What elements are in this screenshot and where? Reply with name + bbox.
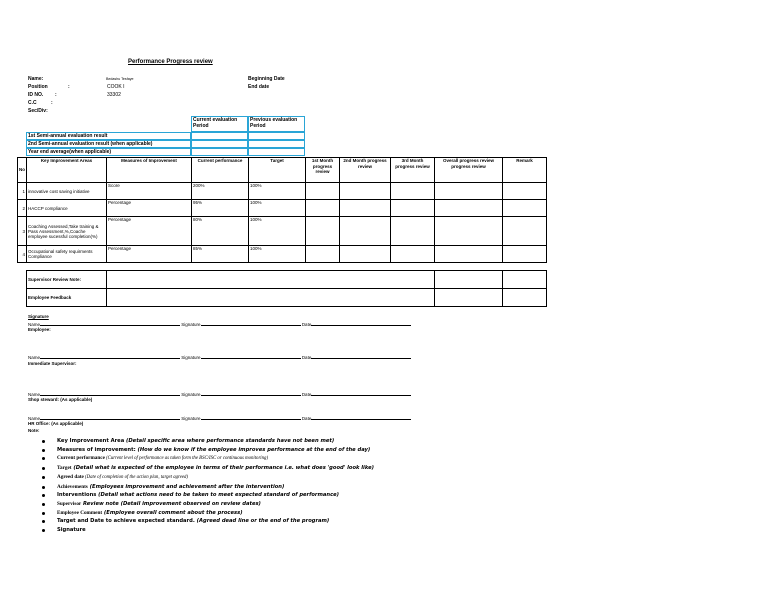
bullet-icon — [42, 457, 45, 460]
sig-date-label: Date — [301, 355, 312, 360]
col-header-month2: 2nd Month progress review — [340, 158, 391, 183]
sig-signature-label: Signature — [181, 355, 201, 360]
row-area: Coaching Assessed,Take training & Pass Assessment,%,Coache employee sucessful completion(%) — [27, 217, 107, 246]
list-item: Employee Comment (Employee overall comment about the process) — [40, 509, 460, 518]
second-semi-annual-row: 2nd Semi-annual evaluation result (when applicable) — [26, 140, 191, 148]
sig-date-field[interactable] — [311, 321, 411, 326]
evaluation-box — [26, 116, 305, 156]
current-evaluation-period-header: Current evaluation Period — [191, 116, 248, 132]
sig-name-label: Name — [28, 416, 41, 421]
row-no: 2 — [18, 200, 27, 217]
eval-cell[interactable] — [191, 148, 248, 156]
notes-list — [40, 437, 460, 535]
sig-name-field[interactable] — [40, 354, 180, 359]
review-table — [26, 270, 547, 307]
col-header-target: Target — [249, 158, 306, 183]
cell-empty[interactable] — [503, 183, 547, 200]
list-item: Signature — [40, 526, 460, 535]
row-no: 4 — [18, 246, 27, 263]
cell-empty[interactable] — [306, 183, 340, 200]
cell-empty[interactable] — [503, 200, 547, 217]
table-row — [18, 246, 547, 263]
row-area: HACCP compliance — [27, 200, 107, 217]
row-area: Occupational safety requirments Compliance — [27, 246, 107, 263]
sig-signature-field[interactable] — [201, 415, 301, 420]
row-no: 3 — [18, 217, 27, 246]
role-shop-steward: Shop steward: (As applicable) — [28, 397, 93, 402]
row-current: 80% — [192, 217, 249, 246]
cell-empty[interactable] — [306, 246, 340, 263]
eval-cell[interactable] — [248, 132, 305, 140]
note-label: Note: — [28, 428, 40, 433]
id-value: 33302 — [107, 92, 121, 98]
col-header-current: Current performance — [192, 158, 249, 183]
bullet-icon — [42, 486, 45, 489]
sig-date-field[interactable] — [311, 391, 411, 396]
signature-line-supervisor — [28, 354, 411, 360]
cell-empty[interactable] — [306, 217, 340, 246]
cell-empty[interactable] — [435, 200, 503, 217]
cell-empty[interactable] — [340, 217, 391, 246]
name-label: Name: — [28, 76, 44, 82]
bullet-icon — [42, 503, 45, 506]
id-colon: : — [55, 92, 57, 98]
cell-empty[interactable] — [391, 183, 435, 200]
cell-empty[interactable] — [340, 183, 391, 200]
cell-empty[interactable] — [391, 217, 435, 246]
row-target: 100% — [249, 183, 306, 200]
employee-feedback-field[interactable] — [107, 289, 435, 307]
signature-line-employee — [28, 321, 411, 327]
eval-cell[interactable] — [248, 140, 305, 148]
sig-date-label: Date — [301, 416, 312, 421]
row-current: 85% — [192, 246, 249, 263]
list-item: Key Improvement Area (Detail specific area where performance standards have not been met) — [40, 437, 460, 446]
id-label: ID NO. — [28, 92, 44, 98]
sig-signature-label: Signature — [181, 416, 201, 421]
row-target: 100% — [249, 217, 306, 246]
employee-feedback-label: Employee Feedback — [27, 289, 107, 307]
cell-empty[interactable] — [306, 200, 340, 217]
sig-signature-label: Signature — [181, 392, 201, 397]
cell-empty[interactable] — [435, 246, 503, 263]
sig-date-label: Date — [301, 322, 312, 327]
cell-empty[interactable] — [503, 217, 547, 246]
cell-empty[interactable] — [503, 246, 547, 263]
eval-cell[interactable] — [191, 132, 248, 140]
cc-colon: : — [51, 100, 53, 106]
table-row — [18, 217, 547, 246]
name-value: Bedashu Tesfaye — [106, 77, 134, 81]
list-item: Current performance (Current level of performance as taken form the BSC/ISC or continuous monitoring) — [40, 454, 460, 464]
cell-empty[interactable] — [435, 289, 503, 307]
cell-empty[interactable] — [340, 246, 391, 263]
bullet-icon — [42, 512, 45, 515]
row-measure: Percentage — [107, 246, 192, 263]
sig-date-field[interactable] — [311, 354, 411, 359]
end-date-label: End date — [248, 84, 270, 90]
position-value: COOK I — [107, 84, 125, 90]
signature-line-hr — [28, 415, 411, 421]
sig-name-label: Name — [28, 392, 41, 397]
cell-empty[interactable] — [503, 271, 547, 289]
sig-signature-label: Signature — [181, 322, 201, 327]
bullet-icon — [42, 529, 45, 532]
cc-label: C.C — [28, 100, 37, 106]
beginning-date-label: Beginning Date — [248, 76, 285, 82]
col-header-area: Key Improvement Areas — [27, 158, 107, 183]
sig-name-label: Name — [28, 322, 41, 327]
list-item: Interventions (Detail what actions need to be taken to meet expected standard of performance) — [40, 491, 460, 500]
cell-empty[interactable] — [391, 246, 435, 263]
row-target: 100% — [249, 200, 306, 217]
table-row — [18, 200, 547, 217]
role-immediate-supervisor: Immediate Supervisor: — [28, 361, 77, 366]
bullet-icon — [42, 467, 45, 470]
list-item: Target and Date to achieve expected standard. (Agreed dead line or the end of the program) — [40, 517, 460, 526]
row-current: 200% — [192, 183, 249, 200]
row-measure: Percentage — [107, 217, 192, 246]
sig-date-field[interactable] — [311, 415, 411, 420]
position-label: Position — [28, 84, 48, 90]
signature-heading: Signature — [28, 314, 49, 319]
col-header-month1: 1st Month progress review — [306, 158, 340, 183]
cell-empty[interactable] — [435, 183, 503, 200]
cell-empty[interactable] — [503, 289, 547, 307]
col-header-measure: Measures of Improvement — [107, 158, 192, 183]
bullet-icon — [42, 476, 45, 479]
col-header-overall: Overall progress review progress review — [435, 158, 503, 183]
eval-cell[interactable] — [191, 140, 248, 148]
supervisor-review-note-field[interactable] — [107, 271, 435, 289]
sig-signature-field[interactable] — [201, 321, 301, 326]
cell-empty[interactable] — [435, 217, 503, 246]
secdiv-label: Sec/Div: — [28, 108, 48, 114]
sig-name-field[interactable] — [40, 391, 180, 396]
list-item: Achievements (Employees improvement and achievement after the intervention) — [40, 483, 460, 492]
previous-evaluation-period-header: Previous evaluation Period — [248, 116, 305, 132]
cell-empty[interactable] — [340, 200, 391, 217]
list-item: Agreed date (Date of completion of the action plan, target agreed) — [40, 473, 460, 483]
page-title: Performance Progress review — [128, 59, 213, 65]
row-measure: Percentage — [107, 200, 192, 217]
col-header-remark: Remark — [503, 158, 547, 183]
col-header-no: No — [18, 158, 27, 183]
role-employee: Employee: — [28, 327, 51, 332]
role-hr-office: HR Office: (As applicable) — [28, 421, 84, 426]
supervisor-review-note-label: Supervisor Review Note: — [27, 271, 107, 289]
table-row — [18, 183, 547, 200]
sig-date-label: Date — [301, 392, 312, 397]
row-target: 100% — [249, 246, 306, 263]
first-semi-annual-row: 1st Semi-annual evaluation result — [26, 132, 191, 140]
list-item: Measures of improvement: (How do we know if the employee improves performance at the end of the day) — [40, 446, 460, 455]
row-area: innovative cost saving initiative — [27, 183, 107, 200]
cell-empty[interactable] — [435, 271, 503, 289]
sig-name-field[interactable] — [40, 415, 180, 420]
eval-cell[interactable] — [248, 148, 305, 156]
sig-name-field[interactable] — [40, 321, 180, 326]
row-no: 1 — [18, 183, 27, 200]
row-measure: Score — [107, 183, 192, 200]
col-header-month3: 3rd Month progress review — [391, 158, 435, 183]
bullet-icon — [42, 520, 45, 523]
sig-signature-field[interactable] — [201, 391, 301, 396]
year-end-average-row: Year end average(when applicable) — [26, 148, 191, 156]
kpi-table — [17, 157, 547, 263]
sig-signature-field[interactable] — [201, 354, 301, 359]
sig-name-label: Name — [28, 355, 41, 360]
list-item: Target (Detail what is expected of the employee in terms of their performance i.e. what does 'good' look like) — [40, 464, 460, 473]
bullet-icon — [42, 449, 45, 452]
position-colon: : — [68, 84, 70, 90]
bullet-icon — [42, 440, 45, 443]
bullet-icon — [42, 494, 45, 497]
row-current: 95% — [192, 200, 249, 217]
cell-empty[interactable] — [391, 200, 435, 217]
list-item: Supervisor Review note (Detail improvement observed on review dates) — [40, 500, 460, 509]
